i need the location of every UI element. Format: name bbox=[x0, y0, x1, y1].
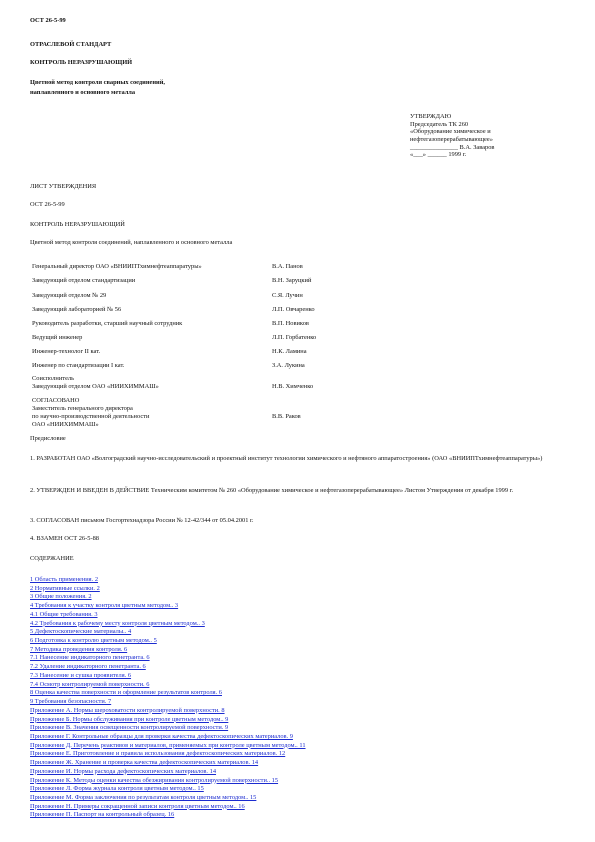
toc-link[interactable]: Приложение И. Нормы расхода дефектоскопических материалов. 14 bbox=[30, 767, 217, 775]
approval-line-2: «Оборудование химическое и bbox=[410, 128, 491, 136]
toc-link[interactable]: 3 Общие положения. 2 bbox=[30, 593, 92, 601]
toc-link[interactable]: Приложение Е. Приготовление и правила использования дефектоскопических материалов. 12 bbox=[30, 750, 286, 758]
category: КОНТРОЛЬ НЕРАЗРУШАЮЩИЙ bbox=[30, 59, 133, 66]
toc-link[interactable]: Приложение К. Методы оценки качества обезжиривания контролируемой поверхности.. 15 bbox=[30, 776, 279, 784]
approval-block bbox=[410, 113, 494, 159]
foreword-heading: Предисловие bbox=[30, 435, 66, 442]
title-line-1: Цветной метод контроля сварных соединений, bbox=[30, 79, 166, 86]
coexecutor-label: Соисполнитель bbox=[32, 375, 75, 382]
foreword-item-2: 2. УТВЕРЖДЕН И ВВЕДЕН В ДЕЙСТВИЕ Техническим комитетом № 260 «Оборудование химическое и нефтегазоперерабатывающее» Листом Утверждения от декабря 1999 г. bbox=[30, 487, 514, 494]
signatory-name: В.П. Новиков bbox=[272, 320, 309, 327]
approval-sheet-code: ОСТ 26-5-99 bbox=[30, 201, 65, 208]
coexecutor-role: Заведующий отделом ОАО «НИИХИММАШ» bbox=[32, 383, 159, 390]
coexecutor-name: Н.В. Химченко bbox=[272, 383, 314, 390]
approval-line-3: нефтегазоперерабатывающее» bbox=[410, 136, 493, 144]
signatory-role: Заведующий лабораторией № 56 bbox=[32, 306, 122, 313]
agreed-heading: СОГЛАСОВАНО bbox=[32, 397, 80, 404]
approval-line-4: _______________ В.А. Заваров bbox=[410, 143, 495, 151]
signatory-name: В.А. Панов bbox=[272, 263, 303, 270]
toc-link[interactable]: 7.3 Нанесение и сушка проявителя. 6 bbox=[30, 671, 132, 679]
toc-link[interactable]: Приложение Г. Контрольные образцы для проверки качества дефектоскопических материалов. 9 bbox=[30, 732, 293, 740]
toc-link[interactable]: 4 Требования к участку контроля цветным методом.. 3 bbox=[30, 602, 179, 610]
approval-heading: УТВЕРЖДАЮ bbox=[410, 113, 452, 120]
toc-link[interactable]: 7.4 Осмотр контролируемой поверхности. 6 bbox=[30, 680, 150, 688]
toc-link[interactable]: Приложение А. Нормы шероховатости контролируемой поверхности. 8 bbox=[30, 706, 225, 714]
signatory-name: В.Н. Заруцкий bbox=[272, 277, 312, 284]
signatory-role: Ведущий инженер bbox=[32, 334, 83, 341]
signatory-name: Н.К. Ламина bbox=[272, 348, 307, 355]
toc-link[interactable]: 4.2 Требования к рабочему месту контроля цветным методом.. 3 bbox=[30, 619, 205, 627]
agreed-line-2: по научно-производственной деятельности bbox=[32, 413, 150, 420]
agreed-line-3: ОАО «НИИХИММАШ» bbox=[32, 421, 99, 428]
toc-link[interactable]: 9 Требования безопасности. 7 bbox=[30, 698, 112, 706]
toc-link[interactable]: 8 Оценка качества поверхности и оформление результатов контроля. 6 bbox=[30, 689, 222, 697]
signatory-role: Инженер по стандартизации I кат. bbox=[32, 362, 125, 369]
signatory-role: Генеральный директор ОАО «ВНИИПТхимнефтеаппаратуры» bbox=[32, 263, 202, 270]
foreword-item-1: 1. РАЗРАБОТАН ОАО «Волгоградский научно-исследовательский и проектный институт технологии химического и нефтяного аппаратостроения» (ОАО «ВНИИПТхимнефтеаппаратуры») bbox=[30, 455, 543, 462]
table-of-contents bbox=[30, 576, 306, 820]
toc-link[interactable]: Приложение П. Паспорт на контрольный образец. 16 bbox=[30, 811, 175, 819]
toc-link[interactable]: Приложение Л. Форма журнала контроля цветным методом.. 15 bbox=[30, 785, 204, 793]
signatory-name: З.А. Лукина bbox=[272, 362, 305, 369]
toc-heading: СОДЕРЖАНИЕ bbox=[30, 555, 74, 562]
signatory-name: Л.П. Горбатенко bbox=[272, 334, 317, 341]
signatory-role: Руководитель разработки, старший научный сотрудник bbox=[32, 320, 183, 327]
agreed-name: В.В. Раков bbox=[272, 413, 301, 420]
approval-sheet-category: КОНТРОЛЬ НЕРАЗРУШАЮЩИЙ bbox=[30, 221, 125, 228]
toc-link[interactable]: Приложение Ж. Хранение и проверка качества дефектоскопических материалов. 14 bbox=[30, 759, 259, 767]
approval-line-1: Председатель ТК 260 bbox=[410, 120, 469, 128]
toc-link[interactable]: 4.1 Общие требования. 3 bbox=[30, 610, 98, 618]
toc-link[interactable]: 2 Нормативные ссылки. 2 bbox=[30, 584, 100, 592]
toc-link[interactable]: Приложение Д. Перечень реактивов и материалов, применяемых при контроле цветным методом.. 11 bbox=[30, 741, 306, 749]
toc-link[interactable]: 5 Дефектоскопические материалы.. 4 bbox=[30, 628, 132, 636]
signatory-role: Заведующий отделом стандартизации bbox=[32, 277, 136, 284]
approval-sheet-title: Цветной метод контроля соединений, наплавленного и основного металла bbox=[30, 239, 233, 246]
standard-type: ОТРАСЛЕВОЙ СТАНДАРТ bbox=[30, 41, 112, 48]
signatory-name: С.Я. Лучин bbox=[272, 292, 303, 299]
approval-line-5: «___» ______ 1999 г. bbox=[410, 151, 467, 159]
foreword-item-3: 3. СОГЛАСОВАН письмом Госгортехнадзора России № 12-42/344 от 05.04.2001 г. bbox=[30, 517, 254, 524]
toc-link[interactable]: Приложение Б. Нормы обслуживания при контроле цветным методом.. 9 bbox=[30, 715, 229, 723]
signatory-role: Инженер-технолог II кат. bbox=[32, 348, 101, 355]
toc-link[interactable]: Приложение Н. Примеры сокращенной записи контроля цветным методом.. 16 bbox=[30, 802, 245, 810]
toc-link[interactable]: 7.2 Удаление индикаторного пенетранта. 6 bbox=[30, 663, 146, 671]
toc-link[interactable]: 7.1 Нанесение индикаторного пенетранта. 6 bbox=[30, 654, 150, 662]
toc-link[interactable]: Приложение В. Значения освещенности контролируемой поверхности. 9 bbox=[30, 724, 229, 732]
foreword-item-4: 4. ВЗАМЕН ОСТ 26-5-88 bbox=[30, 535, 99, 542]
approval-sheet-heading: ЛИСТ УТВЕРЖДЕНИЯ bbox=[30, 183, 97, 190]
title-line-2: наплавленного и основного металла bbox=[30, 89, 136, 96]
toc-link[interactable]: Приложение М. Форма заключения по результатам контроля цветным методом.. 15 bbox=[30, 793, 257, 801]
signatory-role: Заведующий отделом № 29 bbox=[32, 292, 107, 299]
doc-code: ОСТ 26-5-99 bbox=[30, 17, 66, 24]
toc-link[interactable]: 6 Подготовка к контролю цветным методом.. 5 bbox=[30, 637, 157, 645]
toc-link[interactable]: 7 Методика проведения контроля. 6 bbox=[30, 645, 128, 653]
agreed-line-1: Заместитель генерального директора bbox=[32, 405, 133, 412]
signatory-name: Л.П. Овчаренко bbox=[272, 306, 315, 313]
toc-link[interactable]: 1 Область применения. 2 bbox=[30, 576, 99, 583]
